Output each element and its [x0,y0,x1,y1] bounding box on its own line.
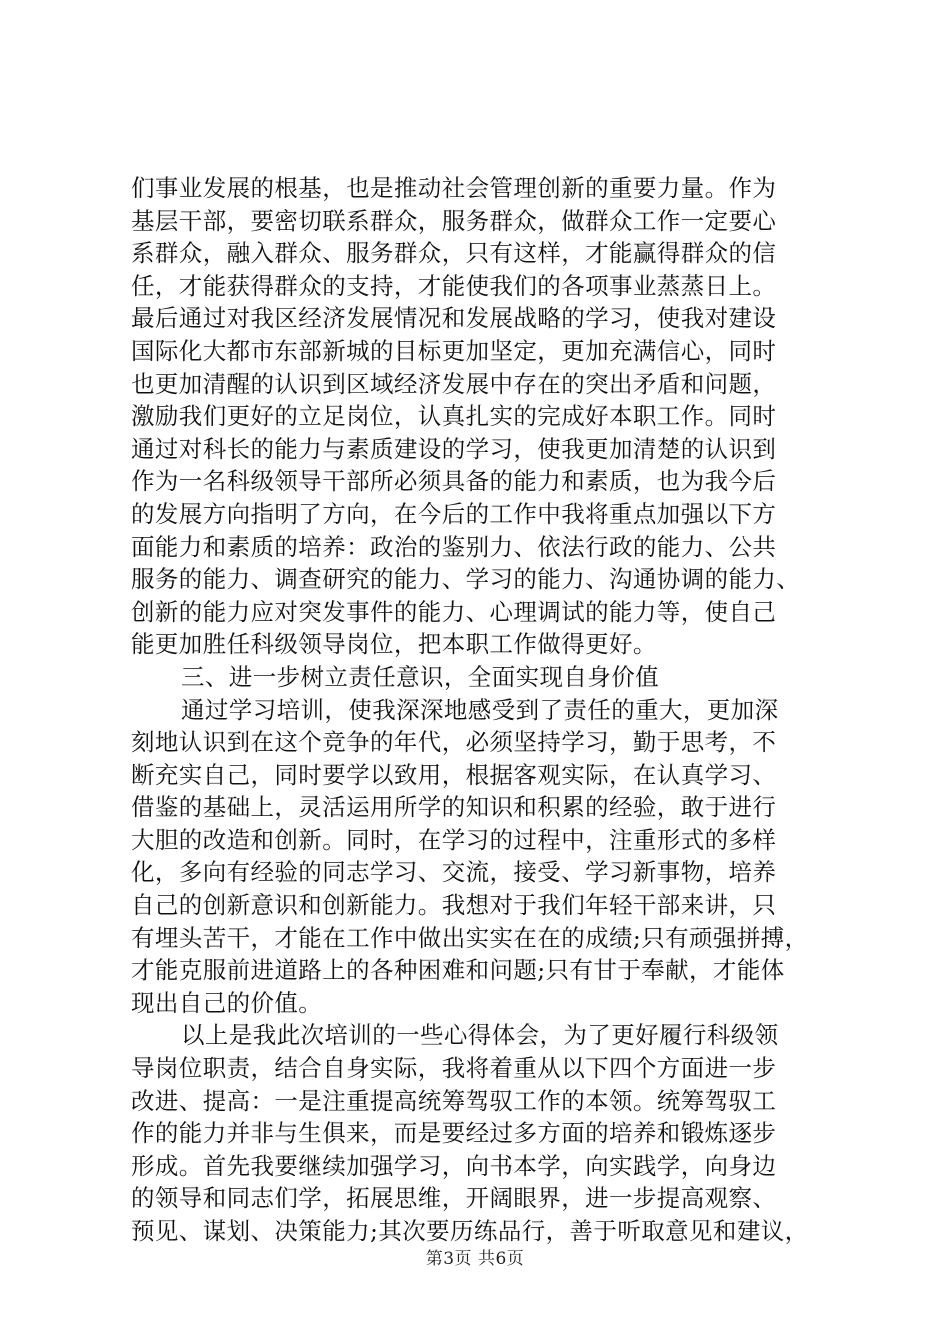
text-line: 断充实自己，同时要学以致用，根据客观实际，在认真学习、 [131,760,777,789]
text-line: 也更加清醒的认识到区域经济发展中存在的突出矛盾和问题， [131,369,777,398]
text-line: 最后通过对我区经济发展情况和发展战略的学习，使我对建设 [131,304,777,333]
text-line: 导岗位职责，结合自身实际，我将着重从以下四个方面进一步 [131,1054,777,1083]
text-line: 任，才能获得群众的支持，才能使我们的各项事业蒸蒸日上。 [131,271,777,300]
text-line: 系群众，融入群众、服务群众，只有这样，才能赢得群众的信 [131,239,777,268]
text-line: 借鉴的基础上，灵活运用所学的知识和积累的经验，敢于进行 [131,793,777,822]
text-line: 预见、谋划、决策能力;其次要历练品行，善于听取意见和建议， [131,1217,809,1245]
paragraph-start: 以上是我此次培训的一些心得体会，为了更好履行科级领 [181,1021,779,1050]
text-line: 刻地认识到在这个竞争的年代，必须坚持学习，勤于思考，不 [131,728,777,757]
text-line: 形成。首先我要继续加强学习，向书本学，向实践学，向身边 [131,1151,777,1180]
text-line: 作的能力并非与生俱来，而是要经过多方面的培养和锻炼逐步 [131,1119,777,1148]
text-line: 激励我们更好的立足岗位，认真扎实的完成好本职工作。同时 [131,402,777,431]
section-heading: 三、进一步树立责任意识，全面实现自身价值 [181,662,659,691]
text-line: 面能力和素质的培养：政治的鉴别力、依法行政的能力、公共 [131,532,777,561]
text-line: 有埋头苦干，才能在工作中做出实实在在的成绩;只有顽强拼搏， [131,923,809,952]
text-line: 通过对科长的能力与素质建设的学习，使我更加清楚的认识到 [131,434,777,463]
text-line: 创新的能力应对突发事件的能力、心理调试的能力等，使自己 [131,597,777,626]
text-line: 的领导和同志们学，拓展思维，开阔眼界，进一步提高观察、 [131,1184,777,1213]
text-line: 的发展方向指明了方向，在今后的工作中我将重点加强以下方 [131,499,777,528]
text-line: 自己的创新意识和创新能力。我想对于我们年轻干部来讲，只 [131,891,777,920]
document-body [131,172,831,1248]
text-line: 才能克服前进道路上的各种困难和问题;只有甘于奉献，才能体 [131,956,785,985]
page-number: 第3页 共6页 [425,1249,525,1269]
text-line: 能更加胜任科级领导岗位，把本职工作做得更好。 [131,630,657,659]
text-line: 基层干部，要密切联系群众，服务群众，做群众工作一定要心 [131,206,777,235]
text-line: 现出自己的价值。 [131,988,323,1017]
text-line: 服务的能力、调查研究的能力、学习的能力、沟通协调的能力、 [131,565,801,594]
text-line: 作为一名科级领导干部所必须具备的能力和素质，也为我今后 [131,467,777,496]
paragraph-start: 通过学习培训，使我深深地感受到了责任的重大，更加深 [181,695,779,724]
page-footer [0,1244,950,1269]
text-line: 改进、提高：一是注重提高统筹驾驭工作的本领。统筹驾驭工 [131,1086,777,1115]
text-line: 大胆的改造和创新。同时，在学习的过程中，注重形式的多样 [131,825,777,854]
text-line: 化，多向有经验的同志学习、交流，接受、学习新事物，培养 [131,858,777,887]
text-line: 们事业发展的根基，也是推动社会管理创新的重要力量。作为 [131,174,777,202]
text-line: 国际化大都市东部新城的目标更加坚定，更加充满信心，同时 [131,336,777,365]
